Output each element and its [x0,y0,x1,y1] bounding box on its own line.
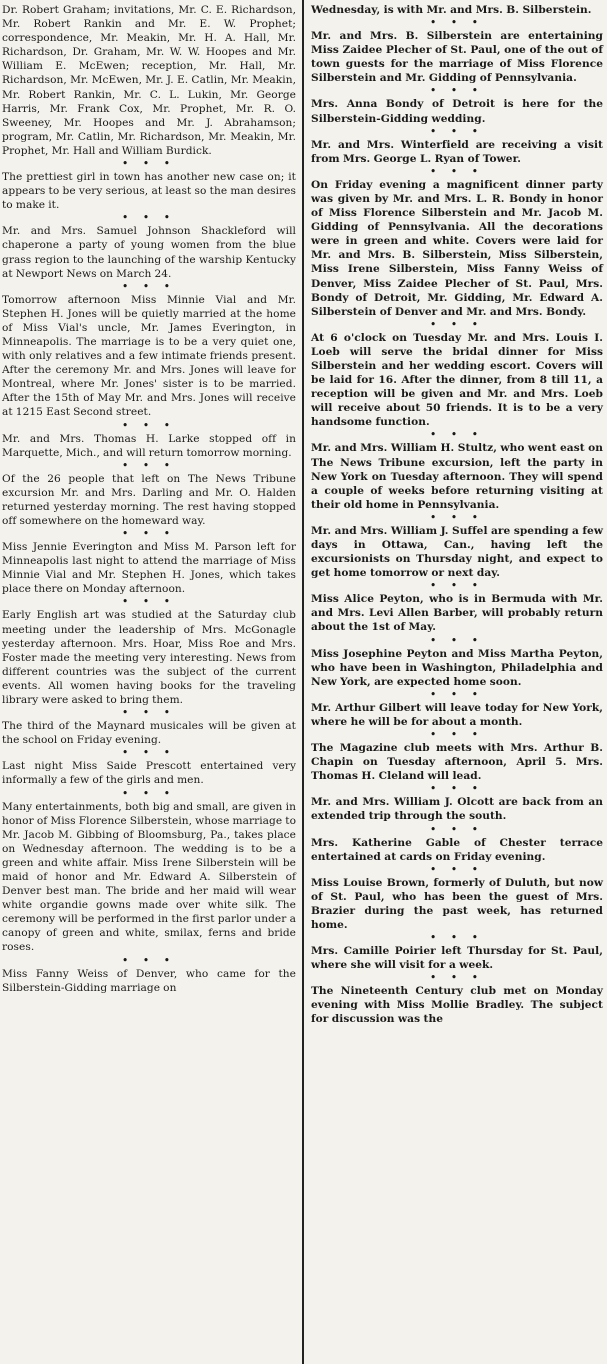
right-column [306,0,605,1364]
news-item-silberstein-entertainments: Many entertainments, both big and small, are given in honor of Miss Florence Silberstein, whose marriage to Mr. Jacob M. Gibbing of Bloomsburg, Pa., takes place on Wednesday afternoon. The wedding is to be a green and white affair. Miss Irene Silberstein will be maid of honor and Mr. Edward A. Silberstein of Denver best man. The bride and her maid will wear white organdie gowns made over white silk. The ceremony will be performed in the first parlor under a canopy of green and white, smilax, ferns and bride roses. [2,800,297,954]
separator-dots: • • • [430,689,484,700]
news-item-loeb-bridal-dinner: At 6 o'clock on Tuesday Mr. and Mrs. Louis I. Loeb will serve the bridal dinner for Miss Silberstein and her wedding escort. Covers will be laid for 16. After the dinner, from 8 till 11, a reception will be given and Mr. and Mrs. Loeb will receive about 50 friends. It is to be a very handsome function. [311,331,603,429]
news-item-saturday-club: Early English art was studied at the Saturday club meeting under the leadership of Mrs. McGonagle yesterday afternoon. Mrs. Hoar, Miss Roe and Mrs. Foster made the meeting very interesting. News from different countries was the subject of the current events. All women having books for the traveling library were asked to bring them. [2,609,296,707]
separator-dots: • • • [122,281,176,292]
news-item-shackleford-chaperone: Mr. and Mrs. Samuel Johnson Shackleford will chaperone a party of young women from the blue grass region to the launching of the warship Kentucky at Newport News on March 24. [2,225,296,280]
news-item-stultz-excursion: Mr. and Mrs. William H. Stultz, who went east on The News Tribune excursion, left the party in New York on Tuesday afternoon. They will spend a couple of weeks before returning visiting at their old home in Pennsylvania. [311,442,603,511]
news-item-arthur-gilbert: Mr. Arthur Gilbert will leave today for New York, where he will be for about a month. [311,701,603,728]
separator-dots: • • • [430,973,484,984]
news-item-bondy-dinner: On Friday evening a magnificent dinner party was given by Mr. and Mrs. L. R. Bondy in honor of Miss Florence Silberstein and Mr. Jacob M. Gidding of Pennsylvania. All the decorations were in green and white. Covers were laid for Mr. and Mrs. B. Silberstein, Miss Silberstein, Miss Irene Silberstein, Miss Fanny Weiss of Denver, Miss Zaidee Plecher of St. Paul, Mrs. Bondy of Detroit, Mr. Gidding, Mr. Edward A. Silberstein of Denver and Mr. and Mrs. Bondy. [311,178,603,318]
news-item-anna-bondy: Mrs. Anna Bondy of Detroit is here for the Silberstein-Gidding wedding. [311,98,603,125]
separator-dots: • • • [122,460,176,471]
left-column [0,0,300,1364]
separator-dots: • • • [430,166,484,177]
separator-dots: • • • [122,788,176,799]
separator-dots: • • • [430,86,484,97]
news-item-alice-peyton: Miss Alice Peyton, who is in Bermuda with Mr. and Mrs. Levi Allen Barber, will probably return about the 1st of May. [311,593,603,634]
news-item-katherine-gable: Mrs. Katherine Gable of Chester terrace entertained at cards on Friday evening. [311,836,603,863]
news-item-magazine-club: The Magazine club meets with Mrs. Arthur B. Chapin on Tuesday afternoon, April 5. Mrs. Thomas H. Cleland will lead. [311,742,603,783]
news-item-winterfield-visit: Mr. and Mrs. Winterfield are receiving a visit from Mrs. George L. Ryan of Tower. [311,138,603,165]
news-item-prettiest-girl: The prettiest girl in town has another new case on; it appears to be very serious, at least so the man desires to make it. [2,171,296,212]
separator-dots: • • • [430,730,484,741]
separator-dots: • • • [122,420,176,431]
news-item-olcott-return: Mr. and Mrs. William J. Olcott are back from an extended trip through the south. [311,796,603,823]
separator-dots: • • • [122,529,176,540]
separator-dots: • • • [122,213,176,224]
news-item-suffel-ottawa: Mr. and Mrs. William J. Suffel are spending a few days in Ottawa, Can., having left the excursionists on Thursday night, and expect to get home tomorrow or next day. [311,524,603,580]
news-item-fanny-weiss: Miss Fanny Weiss of Denver, who came for the Silberstein-Gidding marriage on [2,967,296,994]
separator-dots: • • • [430,933,484,944]
news-item-weiss-continued: Wednesday, is with Mr. and Mrs. B. Silberstein. [311,4,592,16]
news-item-everington-parson: Miss Jennie Everington and Miss M. Parson left for Minneapolis last night to attend the marriage of Miss Minnie Vial and Mr. Stephen H. Jones, which takes place there on Monday afternoon. [2,541,296,596]
separator-dots: • • • [430,126,484,137]
separator-dots: • • • [430,319,484,330]
news-item-maynard-musicales: The third of the Maynard musicales will be given at the school on Friday evening. [2,720,296,747]
news-item-larke-marquette: Mr. and Mrs. Thomas H. Larke stopped off in Marquette, Mich., and will return tomorrow morning. [2,432,296,459]
news-item-committees-list: Dr. Robert Graham; invitations, Mr. C. E. Richardson, Mr. Robert Rankin and Mr. E. W. Prophet; correspondence, Mr. Meakin, Mr. H. A. Hall, Mr. Richardson, Dr. Graham, Mr. W. W. Hoopes and Mr. William E. McEwen; reception, Mr. Hall, Mr. Richardson, Mr. McEwen, Mr. J. E. Catlin, Mr. Meakin, Mr. Robert Rankin, Mr. C. L. Lukin, Mr. George Harris, Mr. Frank Cox, Mr. Prophet, Mr. R. O. Sweeney, Mr. Hoopes and Mr. J. Abrahamson; program, Mr. Catlin, Mr. Richardson, Mr. Meakin, Mr. Prophet, Mr. Hall and William Burdick. [2,4,296,157]
news-item-zaidee-plecher: Mr. and Mrs. B. Silberstein are entertaining Miss Zaidee Plecher of St. Paul, one of the out of town guests for the marriage of Miss Florence Silberstein and Mr. Gidding of Pennsylvania. [311,30,603,85]
news-item-camille-poirier: Mrs. Camille Poirier left Thursday for St. Paul, where she will visit for a week. [311,945,603,972]
separator-dots: • • • [430,784,484,795]
news-item-vial-jones-wedding: Tomorrow afternoon Miss Minnie Vial and Mr. Stephen H. Jones will be quietly married at the home of Miss Vial's uncle, Mr. James Everington, in Minneapolis. The marriage is to be a very quiet one, with only relatives and a few intimate friends present. After the ceremony Mr. and Mrs. Jones will leave for Montreal, where Mr. Jones' sister is to be married. After the 15th of May Mr. and Mrs. Jones will receive at 1215 East Second street. [2,293,296,419]
news-item-nineteenth-century-club: The Nineteenth Century club met on Monday evening with Miss Mollie Bradley. The subject for discussion was the [311,985,603,1026]
news-item-josephine-martha-peyton: Miss Josephine Peyton and Miss Martha Peyton, who have been in Washington, Philadelphia and New York, are expected home soon. [311,647,603,688]
separator-dots: • • • [430,512,484,523]
separator-dots: • • • [430,18,484,29]
news-item-news-tribune-excursion: Of the 26 people that left on The News Tribune excursion Mr. and Mrs. Darling and Mr. O. Halden returned yesterday morning. The rest having stopped off somewhere on the homeward way. [2,472,296,527]
separator-dots: • • • [430,824,484,835]
column-rule [302,0,304,1364]
separator-dots: • • • [122,955,176,966]
separator-dots: • • • [430,864,484,875]
separator-dots: • • • [122,708,176,719]
separator-dots: • • • [122,159,176,170]
news-item-saide-prescott: Last night Miss Saide Prescott entertained very informally a few of the girls and men. [2,760,296,787]
separator-dots: • • • [430,430,484,441]
separator-dots: • • • [430,635,484,646]
news-item-louise-brown: Miss Louise Brown, formerly of Duluth, but now of St. Paul, who has been the guest of Mrs. Brazier during the past week, has returned home. [311,876,603,931]
separator-dots: • • • [122,748,176,759]
separator-dots: • • • [430,581,484,592]
separator-dots: • • • [122,597,176,608]
